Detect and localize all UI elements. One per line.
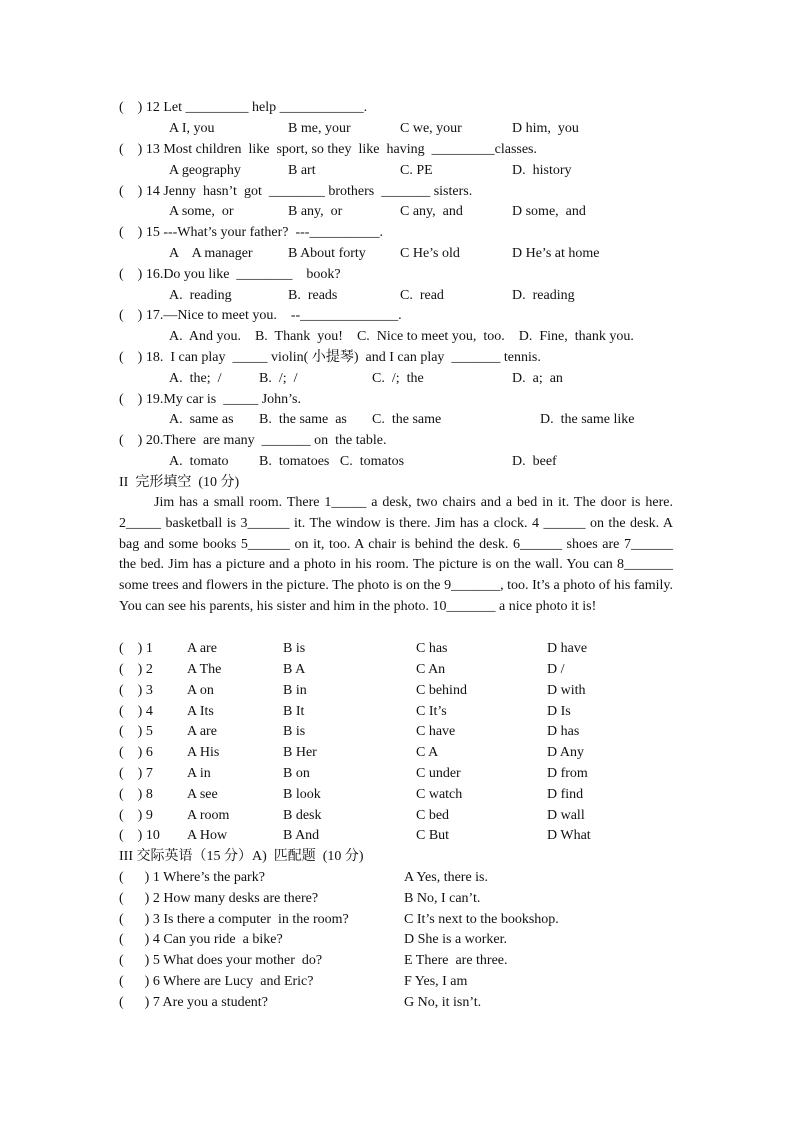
match-question: ( ) 2 How many desks are there? xyxy=(119,891,319,906)
option-c: C. /; the xyxy=(372,371,424,386)
option-a: A in xyxy=(187,766,211,781)
option-c: C behind xyxy=(416,683,467,698)
worksheet-page: ( ) 12 Let _________ help ____________. A I, you B me, your C we, your D him, you ( ) 13 Most children like sport, so they like having _________classes. A geography B art C. PE D. history ( ) 14 Jenny hasn’t got ________ brothers _______ sisters. A some, or B any, or C any, and D some, and ( ) 15 ---What’s your father? ---__________. A A manager B About forty C He’s old D He’s at home ( ) 16.Do you like ________ book? A. reading B. reads C. read D. reading ( ) 17.—Nice to meet you. --______________. A. And you. B. Thank you! C. Nice to meet you, too. D. Fine, thank you. ( ) 18. I can play _____ violin( 小提琴) and I can play _______ tennis. A. the; / B. /; / C. /; the D. a; an ( ) 19.My car is _____ John’s. A. same as B. the same as C. the same D. the same like ( ) 20.There are many _______ on the table. A. tomato B. tomatoes C. tomatos D. beef II 完形填空 (10 分) Jim has a small room. There 1_____ a desk, two chairs and a bed in it. The door is here. 2_____ basketball is 3______ it. The window is there. Jim has a clock. 4 ______ on the desk. A bag and some books 5______ on it, too. A chair is behind the desk. 6______ shoes are 7______ the bed. Jim has a picture and a photo in his room. The picture is on the wall. You can 8_______ some trees and flowers in the picture. The photo is on the 9_______, too. It’s a photo of his family. You can see his parents, his sister and him in the photo. 10_______ a nice photo it is! ( ) 1 A are B is C has D have ( ) 2 A The B A C An D / ( ) 3 A on B in C behind D with ( ) 4 A Its B It C It’s D Is ( ) 5 A are B is C have D has ( ) 6 A His B Her C A D Any ( ) 7 A in B on C under D from ( ) 8 A see B look C watch D find ( ) 9 A room B desk C bed D wall ( ) 10 A How B And C But D What III 交际英语（15 分）A) 匹配题 (10 分) ( ) 1 Where’s the park? A Yes, there is. ( ) 2 How many desks are there? B No, I can’t. ( ) 3 Is there a computer in the room? C It’s next to the bookshop. ( ) 4 Can you ride a bike? D She is a worker. ( ) 5 What does your mother do? E There are three. ( ) 6 Where are Lucy and Eric? F Yes, I am ( ) 7 Are you a student? G No, it isn’t. xyxy=(0,0,794,1123)
option-b: B on xyxy=(283,766,310,781)
match-item xyxy=(0,993,482,1013)
cloze-item xyxy=(0,722,580,742)
cloze-item xyxy=(0,764,588,784)
option-d: D What xyxy=(547,828,591,843)
cloze-item xyxy=(0,639,588,659)
option-a: A His xyxy=(187,745,220,760)
option-a: A. reading xyxy=(169,288,232,303)
question-options xyxy=(0,202,586,222)
option-b: B look xyxy=(283,787,321,802)
option-line: A. And you. B. Thank you! C. Nice to meet you, too. D. Fine, thank you. xyxy=(169,329,634,344)
option-d: D He’s at home xyxy=(512,246,600,261)
option-d: D. reading xyxy=(512,288,575,303)
option-d: D has xyxy=(547,724,580,739)
cloze-item xyxy=(0,826,591,846)
option-c: C He’s old xyxy=(400,246,460,261)
item-number: ( ) 4 xyxy=(119,704,153,719)
option-a: A How xyxy=(187,828,228,843)
option-c: C bed xyxy=(416,808,450,823)
match-item xyxy=(0,910,559,930)
match-answer: C It’s next to the bookshop. xyxy=(404,912,559,927)
match-question: ( ) 3 Is there a computer in the room? xyxy=(119,912,349,927)
question-options xyxy=(0,286,575,306)
option-a: A geography xyxy=(169,163,241,178)
option-b: B. reads xyxy=(288,288,338,303)
question-options xyxy=(0,410,635,430)
match-question: ( ) 7 Are you a student? xyxy=(119,995,268,1010)
question-options xyxy=(0,369,563,389)
option-c: C under xyxy=(416,766,461,781)
cloze-item xyxy=(0,806,585,826)
match-question: ( ) 5 What does your mother do? xyxy=(119,953,323,968)
option-d: D from xyxy=(547,766,588,781)
option-d: D. beef xyxy=(512,454,557,469)
cloze-item xyxy=(0,702,571,722)
match-item xyxy=(0,868,489,888)
option-c: C have xyxy=(416,724,456,739)
cloze-item xyxy=(0,785,584,805)
option-b: B any, or xyxy=(288,204,343,219)
option-c: C watch xyxy=(416,787,463,802)
option-a: A. the; / xyxy=(169,371,222,386)
option-b: B About forty xyxy=(288,246,366,261)
option-d: D wall xyxy=(547,808,585,823)
item-number: ( ) 2 xyxy=(119,662,153,677)
option-d: D Any xyxy=(547,745,584,760)
option-a: A The xyxy=(187,662,222,677)
question-options xyxy=(0,244,600,264)
option-d: D. history xyxy=(512,163,572,178)
option-b: B It xyxy=(283,704,305,719)
option-b-c: B. tomatoes C. tomatos xyxy=(259,454,405,469)
option-b: B. the same as xyxy=(259,412,347,427)
item-number: ( ) 1 xyxy=(119,641,153,656)
item-number: ( ) 9 xyxy=(119,808,153,823)
option-a: A. tomato xyxy=(169,454,229,469)
option-c: C. read xyxy=(400,288,444,303)
option-b: B desk xyxy=(283,808,322,823)
option-c: C But xyxy=(416,828,450,843)
option-a: A I, you xyxy=(169,121,215,136)
match-question: ( ) 6 Where are Lucy and Eric? xyxy=(119,974,314,989)
option-b: B in xyxy=(283,683,307,698)
option-c: C has xyxy=(416,641,448,656)
option-a: A Its xyxy=(187,704,214,719)
option-d: D find xyxy=(547,787,584,802)
match-answer: F Yes, I am xyxy=(404,974,468,989)
option-d: D some, and xyxy=(512,204,586,219)
item-number: ( ) 6 xyxy=(119,745,153,760)
option-b: B is xyxy=(283,724,306,739)
option-a: A room xyxy=(187,808,230,823)
option-b: B Her xyxy=(283,745,317,760)
option-a: A some, or xyxy=(169,204,234,219)
option-b: B A xyxy=(283,662,306,677)
option-d: D / xyxy=(547,662,565,677)
option-d: D have xyxy=(547,641,588,656)
item-number: ( ) 3 xyxy=(119,683,153,698)
item-number: ( ) 10 xyxy=(119,828,160,843)
question-options xyxy=(0,161,572,181)
option-b: B And xyxy=(283,828,320,843)
question-options xyxy=(0,327,634,347)
match-answer: B No, I can’t. xyxy=(404,891,481,906)
match-answer: D She is a worker. xyxy=(404,932,508,947)
match-question: ( ) 4 Can you ride a bike? xyxy=(119,932,283,947)
option-c: C An xyxy=(416,662,446,677)
question-options xyxy=(0,119,579,139)
item-number: ( ) 5 xyxy=(119,724,153,739)
match-question: ( ) 1 Where’s the park? xyxy=(119,870,265,885)
option-c: C any, and xyxy=(400,204,463,219)
option-c: C A xyxy=(416,745,439,760)
option-c: C. PE xyxy=(400,163,433,178)
cloze-passage xyxy=(119,493,673,618)
option-d: D. the same like xyxy=(540,412,635,427)
option-a: A see xyxy=(187,787,218,802)
option-b: B art xyxy=(288,163,316,178)
match-answer: G No, it isn’t. xyxy=(404,995,482,1010)
match-item xyxy=(0,930,508,950)
option-b: B. /; / xyxy=(259,371,298,386)
option-d: D. a; an xyxy=(512,371,563,386)
option-c: C. the same xyxy=(372,412,442,427)
match-answer: A Yes, there is. xyxy=(404,870,489,885)
option-c: C It’s xyxy=(416,704,447,719)
item-number: ( ) 8 xyxy=(119,787,153,802)
option-b: B is xyxy=(283,641,306,656)
option-b: B me, your xyxy=(288,121,351,136)
match-answer: E There are three. xyxy=(404,953,508,968)
option-d: D him, you xyxy=(512,121,579,136)
option-d: D Is xyxy=(547,704,571,719)
question-options xyxy=(0,452,557,472)
option-d: D with xyxy=(547,683,586,698)
match-item xyxy=(0,889,481,909)
option-a: A on xyxy=(187,683,214,698)
cloze-item xyxy=(0,660,565,680)
option-a: A are xyxy=(187,724,217,739)
item-number: ( ) 7 xyxy=(119,766,153,781)
match-item xyxy=(0,951,508,971)
cloze-item xyxy=(0,743,584,763)
match-item xyxy=(0,972,468,992)
cloze-item xyxy=(0,681,586,701)
option-a: A are xyxy=(187,641,217,656)
option-c: C we, your xyxy=(400,121,462,136)
passage-text: Jim has a small room. There 1_____ a desk, two chairs and a bed in it. The door is here. 2_____ basketball is 3______ it. The window is there. Jim has a clock. 4 ______ on the desk. A bag and some books 5______ on it, too. A chair is behind the desk. 6______ shoes are 7______ the bed. Jim has a picture and a photo in his room. The picture is on the wall. You can 8_______ some trees and flowers in the picture. The photo is on the 9_______, too. It’s a photo of his family. You can see his parents, his sister and him in the photo. 10_______ a nice photo it is! xyxy=(119,495,673,614)
option-a: A A manager xyxy=(169,246,253,261)
option-a: A. same as xyxy=(169,412,234,427)
